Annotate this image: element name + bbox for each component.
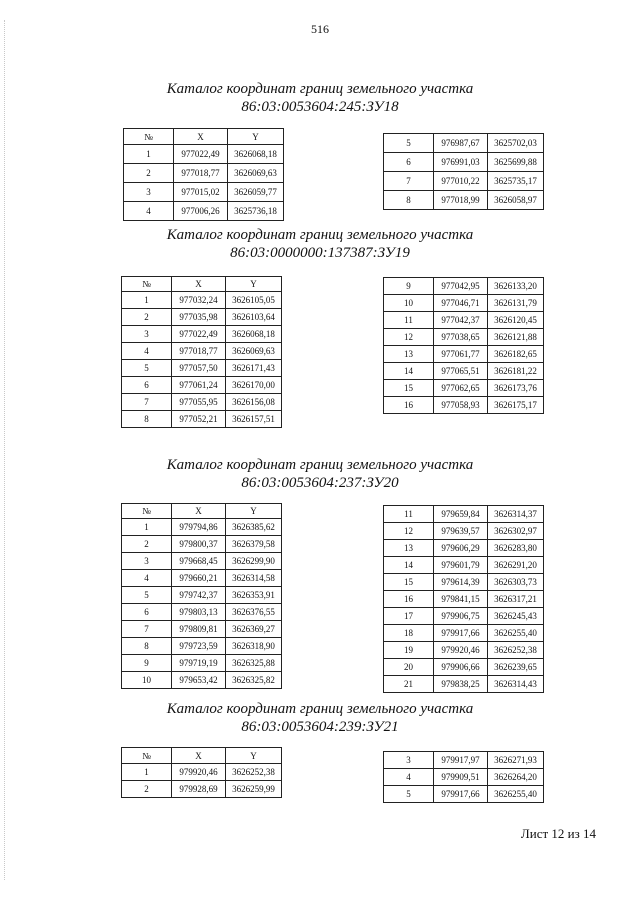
x-coordinate-cell: 977061,77	[434, 346, 488, 363]
y-coordinate-cell: 3626068,18	[228, 145, 284, 164]
x-coordinate-cell: 979660,21	[172, 570, 226, 587]
table-row	[384, 278, 544, 295]
table-row	[124, 145, 284, 164]
point-number-cell: 7	[384, 172, 434, 191]
point-number-cell: 2	[124, 164, 174, 183]
x-coordinate-cell: 979920,46	[434, 642, 488, 659]
y-coordinate-cell: 3626156,08	[226, 394, 282, 411]
point-number-cell: 5	[384, 134, 434, 153]
y-coordinate-cell: 3626353,91	[226, 587, 282, 604]
y-coordinate-cell: 3626182,65	[488, 346, 544, 363]
y-coordinate-cell: 3626170,00	[226, 377, 282, 394]
table-row	[384, 363, 544, 380]
x-coordinate-cell: 979742,37	[172, 587, 226, 604]
table-row	[384, 134, 544, 153]
y-coordinate-cell: 3626171,43	[226, 360, 282, 377]
table-row	[384, 752, 544, 769]
point-number-cell: 12	[384, 523, 434, 540]
coords-table-zu18-right	[383, 133, 544, 210]
x-coordinate-cell: 979719,19	[172, 655, 226, 672]
y-coordinate-cell: 3626314,58	[226, 570, 282, 587]
y-coordinate-cell: 3626376,55	[226, 604, 282, 621]
point-number-cell: 15	[384, 574, 434, 591]
catalog-heading: Каталог координат границ земельного участка	[166, 81, 474, 97]
point-number-cell: 18	[384, 625, 434, 642]
x-coordinate-cell: 979639,57	[434, 523, 488, 540]
point-number-cell: 5	[122, 587, 172, 604]
column-header-y: Y	[228, 129, 284, 145]
x-coordinate-cell: 979601,79	[434, 557, 488, 574]
y-coordinate-cell: 3626252,38	[488, 642, 544, 659]
table-row	[384, 676, 544, 693]
x-coordinate-cell: 977061,24	[172, 377, 226, 394]
table-row	[122, 309, 282, 326]
table-row	[122, 377, 282, 394]
point-number-cell: 1	[122, 764, 172, 781]
y-coordinate-cell: 3626318,90	[226, 638, 282, 655]
point-number-cell: 6	[384, 153, 434, 172]
y-coordinate-cell: 3625735,17	[488, 172, 544, 191]
table-row	[122, 343, 282, 360]
catalog-title-zu21	[0, 700, 640, 736]
y-coordinate-cell: 3626302,97	[488, 523, 544, 540]
y-coordinate-cell: 3626271,93	[488, 752, 544, 769]
x-coordinate-cell: 977018,77	[174, 164, 228, 183]
x-coordinate-cell: 977062,65	[434, 380, 488, 397]
x-coordinate-cell: 979723,59	[172, 638, 226, 655]
point-number-cell: 4	[122, 570, 172, 587]
point-number-cell: 6	[122, 377, 172, 394]
table-row	[122, 781, 282, 798]
coords-table-zu20-right	[383, 505, 544, 693]
point-number-cell: 8	[122, 638, 172, 655]
x-coordinate-cell: 977057,50	[172, 360, 226, 377]
y-coordinate-cell: 3626069,63	[228, 164, 284, 183]
y-coordinate-cell: 3626252,38	[226, 764, 282, 781]
x-coordinate-cell: 977022,49	[172, 326, 226, 343]
table-row	[122, 360, 282, 377]
catalog-code: 86:03:0053604:245:ЗУ18	[241, 99, 399, 115]
point-number-cell: 20	[384, 659, 434, 676]
table-row	[384, 642, 544, 659]
x-coordinate-cell: 979803,13	[172, 604, 226, 621]
point-number-cell: 10	[384, 295, 434, 312]
y-coordinate-cell: 3626314,37	[488, 506, 544, 523]
y-coordinate-cell: 3626157,51	[226, 411, 282, 428]
table-row	[122, 292, 282, 309]
point-number-cell: 9	[384, 278, 434, 295]
table-row	[122, 587, 282, 604]
y-coordinate-cell: 3626181,22	[488, 363, 544, 380]
catalog-heading: Каталог координат границ земельного участка	[166, 701, 474, 717]
table-row	[384, 625, 544, 642]
table-row	[122, 570, 282, 587]
y-coordinate-cell: 3626291,20	[488, 557, 544, 574]
table-row	[384, 540, 544, 557]
x-coordinate-cell: 977010,22	[434, 172, 488, 191]
point-number-cell: 3	[122, 553, 172, 570]
y-coordinate-cell: 3626379,58	[226, 536, 282, 553]
table-row	[122, 621, 282, 638]
catalog-title-zu18	[0, 80, 640, 116]
point-number-cell: 2	[122, 309, 172, 326]
table-row	[384, 659, 544, 676]
point-number-cell: 4	[124, 202, 174, 221]
x-coordinate-cell: 979800,37	[172, 536, 226, 553]
table-row	[122, 326, 282, 343]
y-coordinate-cell: 3626175,17	[488, 397, 544, 414]
table-row	[384, 769, 544, 786]
x-coordinate-cell: 979906,75	[434, 608, 488, 625]
column-header-num: №	[122, 504, 172, 519]
x-coordinate-cell: 977035,98	[172, 309, 226, 326]
y-coordinate-cell: 3626239,65	[488, 659, 544, 676]
table-row	[122, 604, 282, 621]
x-coordinate-cell: 977038,65	[434, 329, 488, 346]
x-coordinate-cell: 979809,81	[172, 621, 226, 638]
point-number-cell: 1	[122, 519, 172, 536]
x-coordinate-cell: 977058,93	[434, 397, 488, 414]
x-coordinate-cell: 979906,66	[434, 659, 488, 676]
y-coordinate-cell: 3626121,88	[488, 329, 544, 346]
point-number-cell: 8	[384, 191, 434, 210]
y-coordinate-cell: 3626058,97	[488, 191, 544, 210]
x-coordinate-cell: 979917,66	[434, 786, 488, 803]
y-coordinate-cell: 3626314,43	[488, 676, 544, 693]
y-coordinate-cell: 3626068,18	[226, 326, 282, 343]
point-number-cell: 16	[384, 591, 434, 608]
x-coordinate-cell: 977018,77	[172, 343, 226, 360]
x-coordinate-cell: 976987,67	[434, 134, 488, 153]
point-number-cell: 7	[122, 621, 172, 638]
point-number-cell: 3	[384, 752, 434, 769]
table-row	[124, 183, 284, 202]
y-coordinate-cell: 3626259,99	[226, 781, 282, 798]
table-row	[122, 411, 282, 428]
x-coordinate-cell: 979841,15	[434, 591, 488, 608]
column-header-x: X	[174, 129, 228, 145]
x-coordinate-cell: 979653,42	[172, 672, 226, 689]
x-coordinate-cell: 979614,39	[434, 574, 488, 591]
y-coordinate-cell: 3626303,73	[488, 574, 544, 591]
y-coordinate-cell: 3626317,21	[488, 591, 544, 608]
table-row	[384, 506, 544, 523]
table-row	[122, 519, 282, 536]
x-coordinate-cell: 977015,02	[174, 183, 228, 202]
point-number-cell: 2	[122, 536, 172, 553]
point-number-cell: 13	[384, 540, 434, 557]
table-header-row	[122, 504, 282, 519]
table-row	[384, 295, 544, 312]
x-coordinate-cell: 977065,51	[434, 363, 488, 380]
table-row	[384, 523, 544, 540]
x-coordinate-cell: 979794,86	[172, 519, 226, 536]
catalog-title-zu20	[0, 456, 640, 492]
x-coordinate-cell: 977052,21	[172, 411, 226, 428]
table-header-row	[122, 748, 282, 764]
x-coordinate-cell: 979668,45	[172, 553, 226, 570]
column-header-y: Y	[226, 504, 282, 519]
column-header-x: X	[172, 748, 226, 764]
coords-table-zu21-right	[383, 751, 544, 803]
table-row	[384, 312, 544, 329]
x-coordinate-cell: 979909,51	[434, 769, 488, 786]
y-coordinate-cell: 3626103,64	[226, 309, 282, 326]
table-row	[384, 172, 544, 191]
catalog-heading: Каталог координат границ земельного участка	[166, 457, 474, 473]
table-row	[122, 536, 282, 553]
catalog-code: 86:03:0053604:239:ЗУ21	[241, 719, 399, 735]
x-coordinate-cell: 977018,99	[434, 191, 488, 210]
catalog-heading: Каталог координат границ земельного участка	[166, 227, 474, 243]
point-number-cell: 11	[384, 312, 434, 329]
y-coordinate-cell: 3626255,40	[488, 786, 544, 803]
column-header-num: №	[124, 129, 174, 145]
table-row	[122, 394, 282, 411]
y-coordinate-cell: 3626255,40	[488, 625, 544, 642]
point-number-cell: 4	[384, 769, 434, 786]
y-coordinate-cell: 3626131,79	[488, 295, 544, 312]
y-coordinate-cell: 3626105,05	[226, 292, 282, 309]
table-row	[124, 202, 284, 221]
y-coordinate-cell: 3625699,88	[488, 153, 544, 172]
x-coordinate-cell: 979659,84	[434, 506, 488, 523]
point-number-cell: 14	[384, 363, 434, 380]
point-number-cell: 5	[122, 360, 172, 377]
y-coordinate-cell: 3626299,90	[226, 553, 282, 570]
y-coordinate-cell: 3626283,80	[488, 540, 544, 557]
coords-table-zu18-left	[123, 128, 284, 221]
y-coordinate-cell: 3625736,18	[228, 202, 284, 221]
coords-table-zu20-left	[121, 503, 282, 689]
point-number-cell: 16	[384, 397, 434, 414]
y-coordinate-cell: 3626385,62	[226, 519, 282, 536]
y-coordinate-cell: 3626059,77	[228, 183, 284, 202]
x-coordinate-cell: 977042,37	[434, 312, 488, 329]
y-coordinate-cell: 3626264,20	[488, 769, 544, 786]
point-number-cell: 9	[122, 655, 172, 672]
point-number-cell: 10	[122, 672, 172, 689]
point-number-cell: 6	[122, 604, 172, 621]
column-header-x: X	[172, 277, 226, 292]
point-number-cell: 11	[384, 506, 434, 523]
point-number-cell: 21	[384, 676, 434, 693]
point-number-cell: 8	[122, 411, 172, 428]
x-coordinate-cell: 977046,71	[434, 295, 488, 312]
table-row	[122, 553, 282, 570]
table-row	[384, 346, 544, 363]
table-row	[384, 786, 544, 803]
table-row	[384, 608, 544, 625]
point-number-cell: 4	[122, 343, 172, 360]
x-coordinate-cell: 977006,26	[174, 202, 228, 221]
table-row	[122, 655, 282, 672]
sheet-label: Лист 12 из 14	[520, 826, 596, 841]
column-header-num: №	[122, 277, 172, 292]
point-number-cell: 17	[384, 608, 434, 625]
point-number-cell: 13	[384, 346, 434, 363]
y-coordinate-cell: 3626245,43	[488, 608, 544, 625]
point-number-cell: 2	[122, 781, 172, 798]
x-coordinate-cell: 977032,24	[172, 292, 226, 309]
x-coordinate-cell: 976991,03	[434, 153, 488, 172]
y-coordinate-cell: 3626325,88	[226, 655, 282, 672]
y-coordinate-cell: 3626069,63	[226, 343, 282, 360]
table-row	[384, 153, 544, 172]
column-header-x: X	[172, 504, 226, 519]
y-coordinate-cell: 3626173,76	[488, 380, 544, 397]
catalog-code: 86:03:0000000:137387:ЗУ19	[230, 245, 410, 261]
table-row	[384, 574, 544, 591]
point-number-cell: 1	[124, 145, 174, 164]
point-number-cell: 1	[122, 292, 172, 309]
point-number-cell: 3	[122, 326, 172, 343]
column-header-num: №	[122, 748, 172, 764]
table-row	[384, 191, 544, 210]
y-coordinate-cell: 3626325,82	[226, 672, 282, 689]
x-coordinate-cell: 979606,29	[434, 540, 488, 557]
table-row	[384, 557, 544, 574]
coords-table-zu21-left	[121, 747, 282, 798]
y-coordinate-cell: 3626120,45	[488, 312, 544, 329]
table-row	[122, 764, 282, 781]
x-coordinate-cell: 979917,97	[434, 752, 488, 769]
table-row	[384, 397, 544, 414]
catalog-code: 86:03:0053604:237:ЗУ20	[241, 475, 399, 491]
table-row	[384, 591, 544, 608]
table-header-row	[122, 277, 282, 292]
column-header-y: Y	[226, 748, 282, 764]
x-coordinate-cell: 977055,95	[172, 394, 226, 411]
point-number-cell: 14	[384, 557, 434, 574]
x-coordinate-cell: 977042,95	[434, 278, 488, 295]
coords-table-zu19-left	[121, 276, 282, 428]
point-number-cell: 5	[384, 786, 434, 803]
table-row	[122, 672, 282, 689]
point-number-cell: 7	[122, 394, 172, 411]
y-coordinate-cell: 3625702,03	[488, 134, 544, 153]
table-row	[124, 164, 284, 183]
coords-table-zu19-right	[383, 277, 544, 414]
x-coordinate-cell: 979917,66	[434, 625, 488, 642]
column-header-y: Y	[226, 277, 282, 292]
x-coordinate-cell: 979928,69	[172, 781, 226, 798]
x-coordinate-cell: 979838,25	[434, 676, 488, 693]
catalog-title-zu19	[0, 226, 640, 262]
page-number: 516	[311, 22, 329, 36]
page-margin-line	[4, 20, 5, 880]
table-header-row	[124, 129, 284, 145]
y-coordinate-cell: 3626369,27	[226, 621, 282, 638]
x-coordinate-cell: 979920,46	[172, 764, 226, 781]
table-row	[384, 329, 544, 346]
point-number-cell: 3	[124, 183, 174, 202]
table-row	[384, 380, 544, 397]
y-coordinate-cell: 3626133,20	[488, 278, 544, 295]
point-number-cell: 15	[384, 380, 434, 397]
x-coordinate-cell: 977022,49	[174, 145, 228, 164]
table-row	[122, 638, 282, 655]
point-number-cell: 12	[384, 329, 434, 346]
point-number-cell: 19	[384, 642, 434, 659]
